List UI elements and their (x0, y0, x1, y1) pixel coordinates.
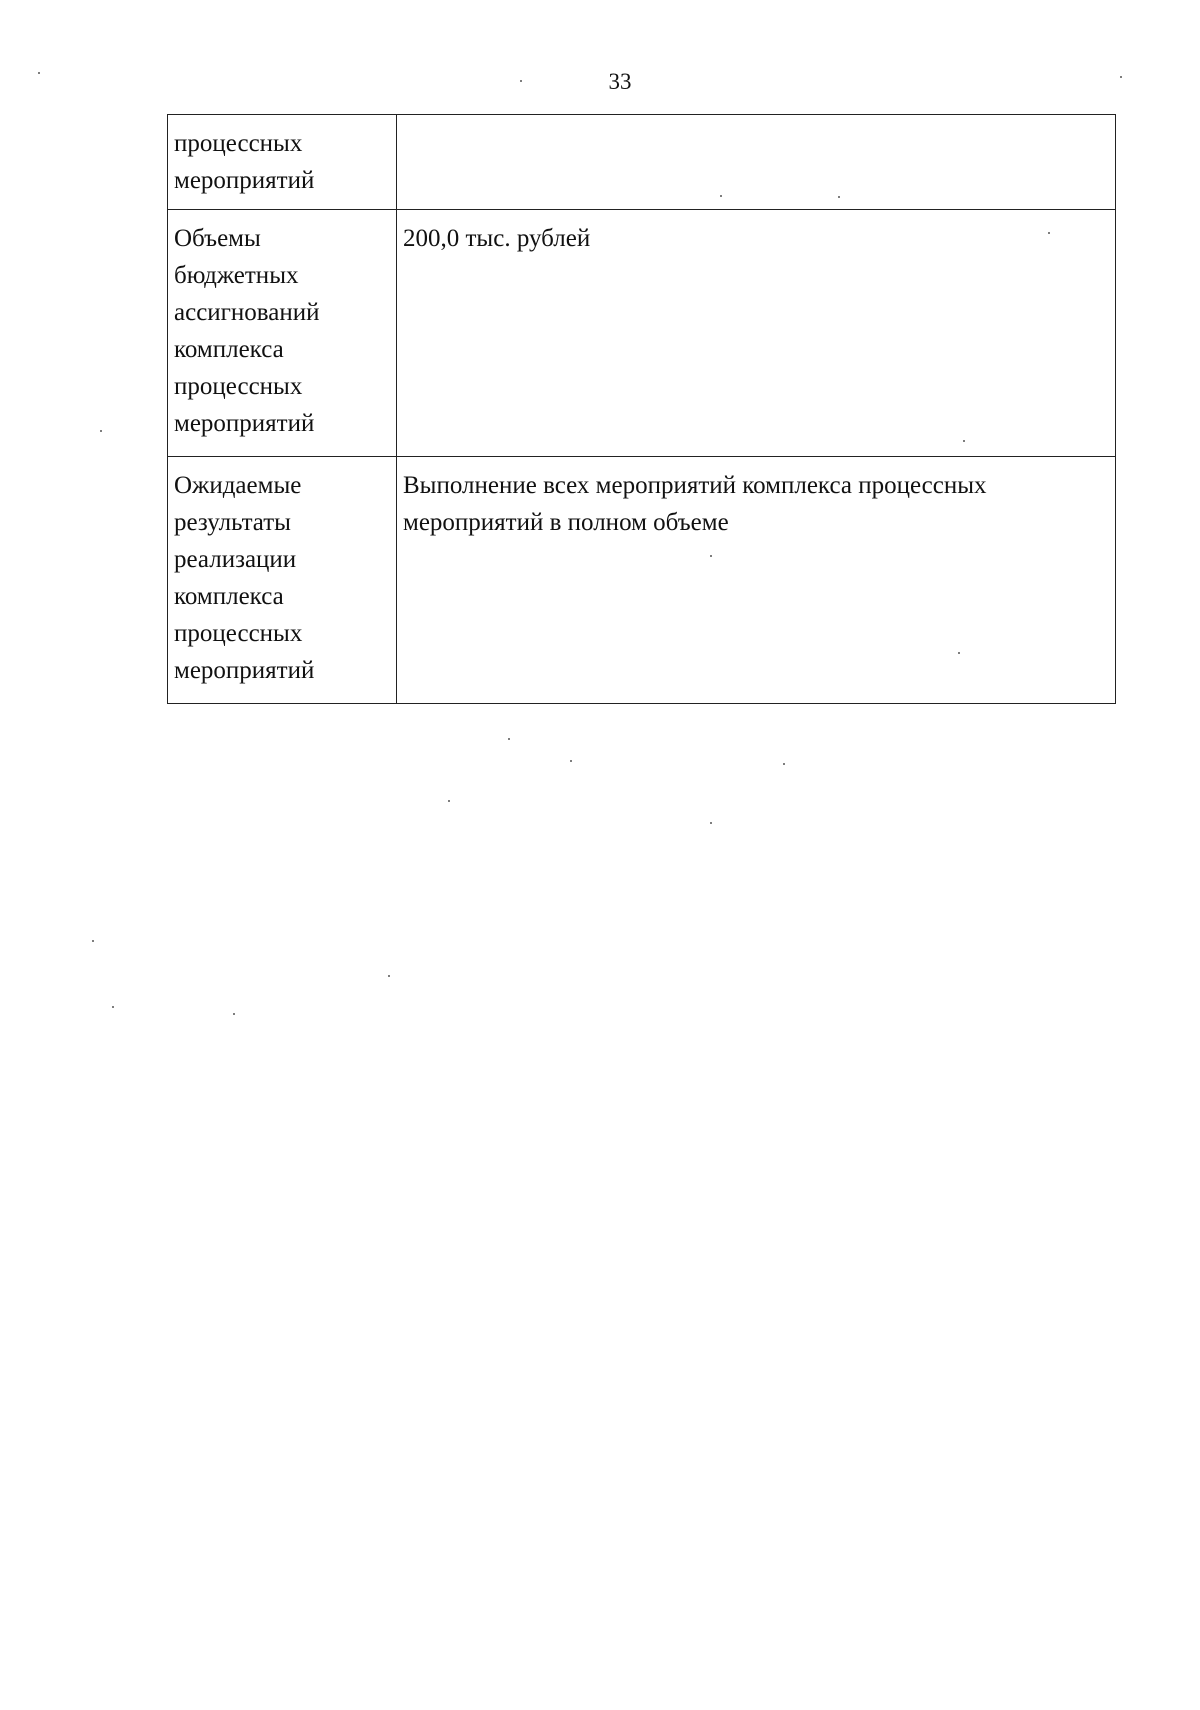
label-line: процессных (174, 130, 303, 157)
scan-speck (783, 763, 785, 765)
scan-speck (388, 975, 390, 977)
row-value-cell (397, 457, 1116, 704)
scan-speck (710, 555, 712, 557)
table-row (168, 210, 1116, 457)
scan-speck (38, 72, 40, 74)
scan-speck (508, 738, 510, 740)
row-value-cell (397, 115, 1116, 210)
label-line: реализации (174, 546, 297, 573)
label-line: результаты (174, 509, 291, 536)
scan-speck (520, 80, 522, 82)
scan-speck (720, 195, 722, 197)
page-number: 33 (608, 69, 632, 94)
row-label-cell (168, 457, 397, 704)
scan-speck (233, 1013, 235, 1015)
label-line: комплекса (174, 336, 284, 363)
scan-speck (100, 430, 102, 432)
budget-amount: 200,0 тыс. рублей (403, 225, 591, 252)
label-line: мероприятий (174, 410, 315, 437)
expected-results: Выполнение всех мероприятий комплекса процессных мероприятий в полном объеме (403, 472, 987, 536)
label-line: ассигнований (174, 299, 320, 326)
label-line: мероприятий (174, 167, 315, 194)
label-line: бюджетных (174, 262, 299, 289)
passport-table (167, 114, 1116, 704)
scan-speck (958, 652, 960, 654)
label-line: процессных (174, 620, 303, 647)
scan-speck (92, 940, 94, 942)
label-line: процессных (174, 373, 303, 400)
label-line: мероприятий (174, 657, 315, 684)
scan-speck (1048, 232, 1050, 234)
label-line: Объемы (174, 225, 261, 252)
table-row (168, 115, 1116, 210)
scan-speck (112, 1006, 114, 1008)
scan-speck (570, 760, 572, 762)
scan-speck (1120, 76, 1122, 78)
row-value-cell (397, 210, 1116, 457)
label-line: Ожидаемые (174, 472, 302, 499)
scan-speck (448, 800, 450, 802)
scan-speck (963, 440, 965, 442)
table-row (168, 457, 1116, 704)
row-label-cell (168, 115, 397, 210)
scan-speck (710, 822, 712, 824)
row-label-cell (168, 210, 397, 457)
label-line: комплекса (174, 583, 284, 610)
scan-speck (838, 196, 840, 198)
